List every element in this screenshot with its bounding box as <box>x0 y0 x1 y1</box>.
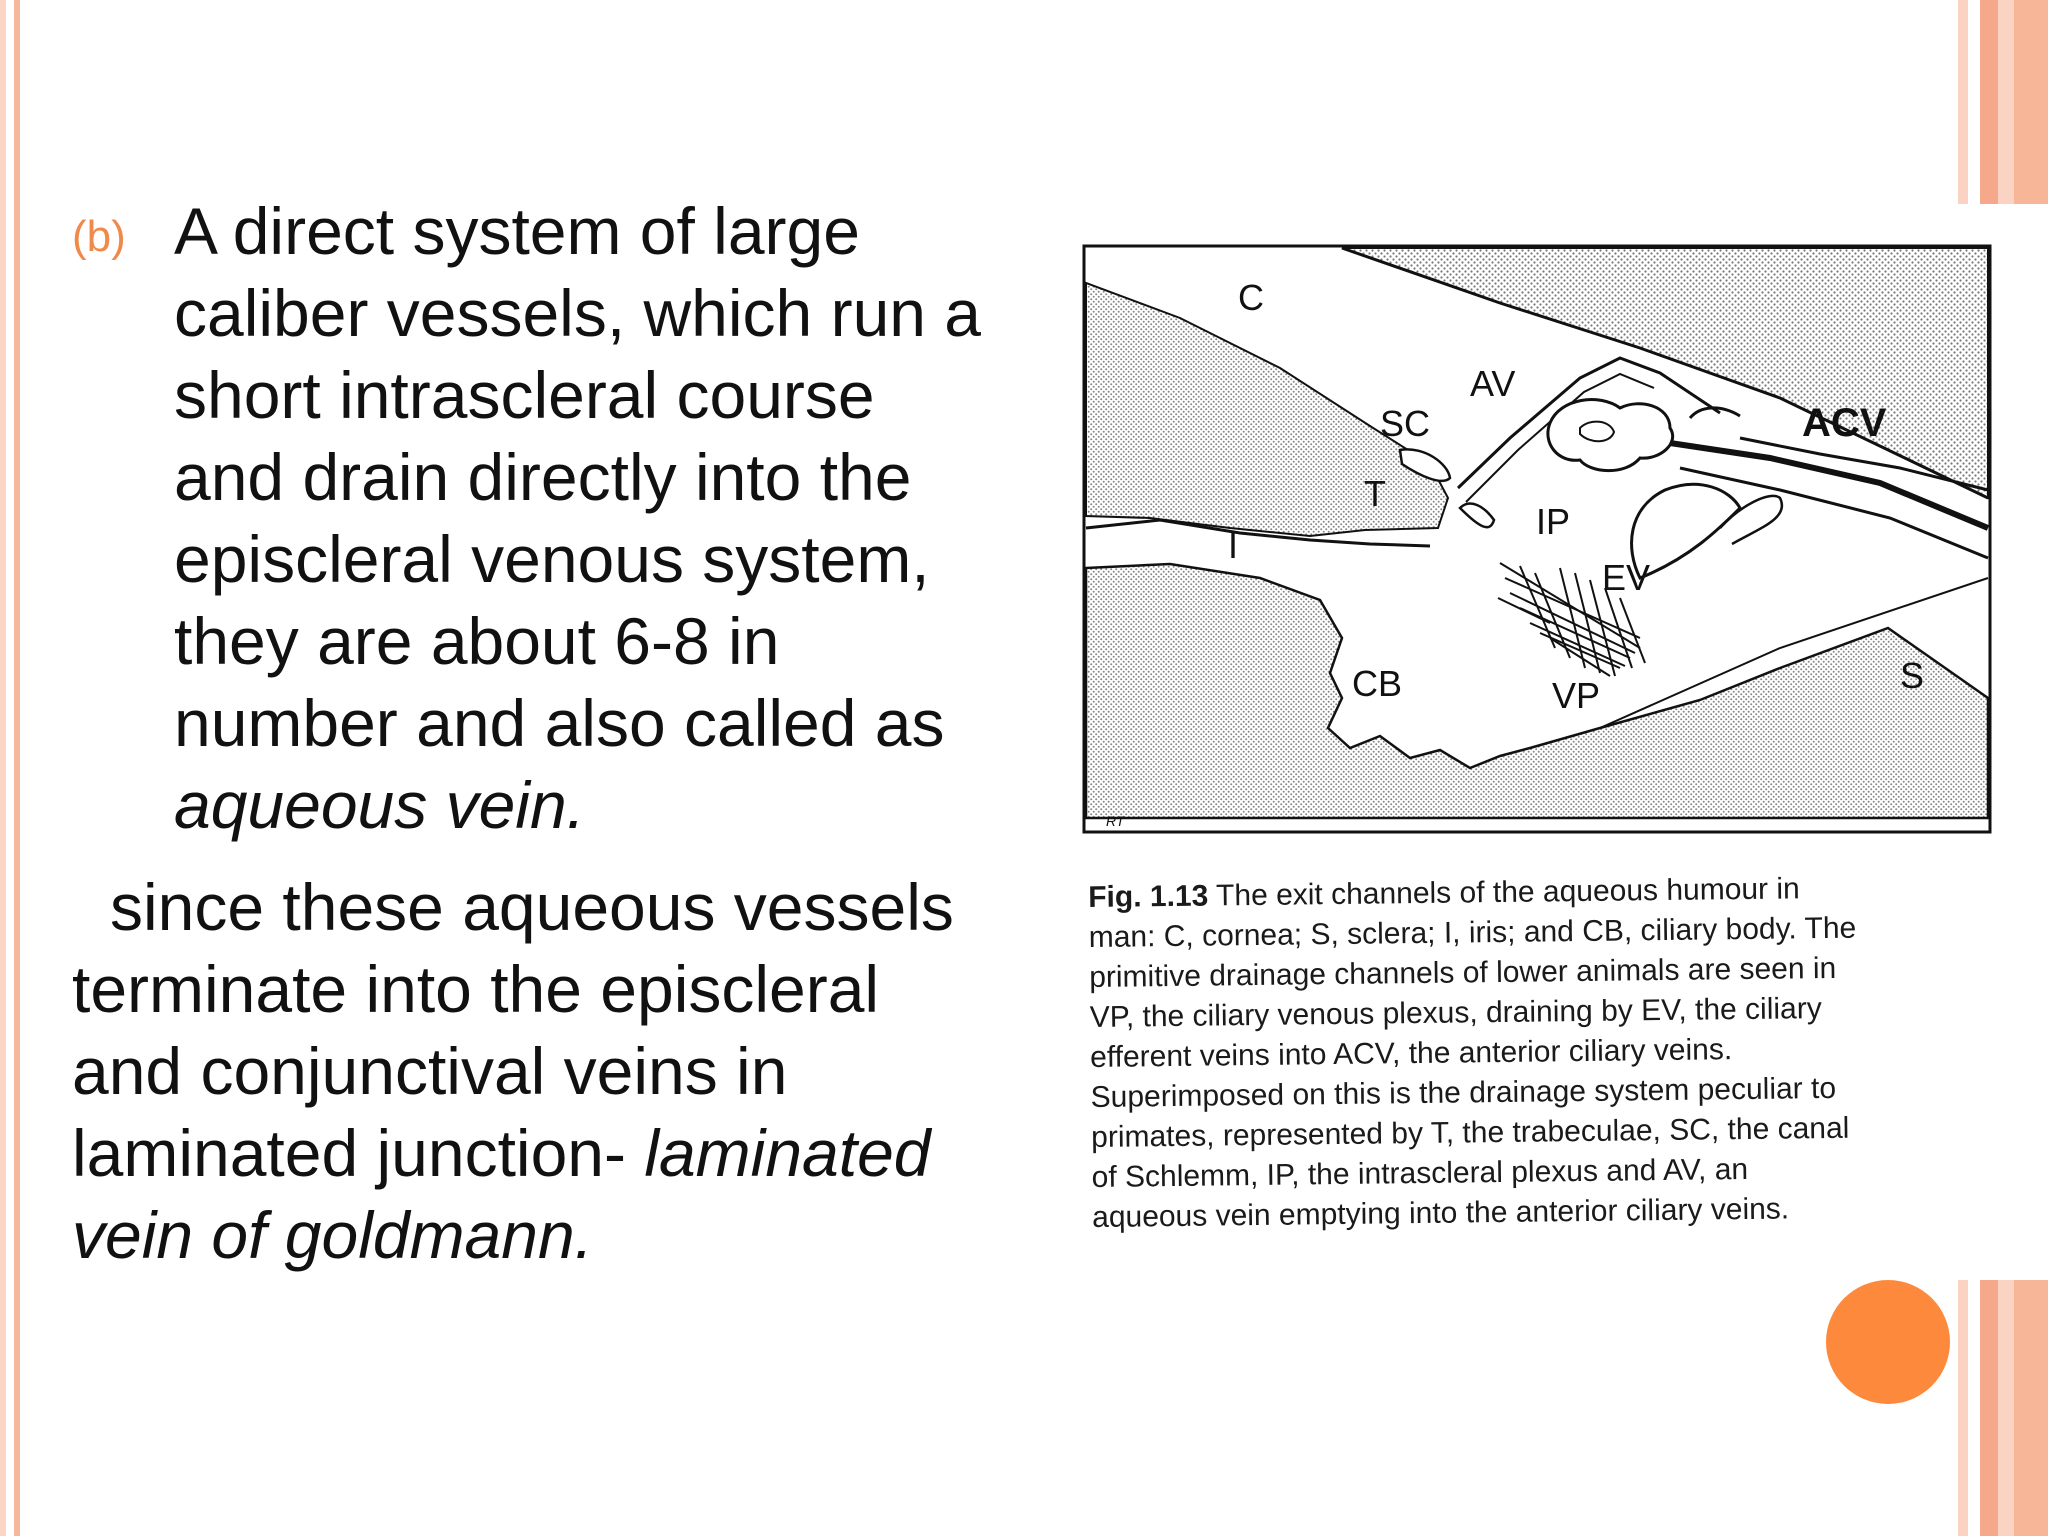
para1-italic-term: aqueous vein. <box>174 768 585 842</box>
para2-line-mixed <box>72 1112 1032 1194</box>
figure-caption <box>1088 867 1992 1238</box>
para2-italic-text: laminated <box>644 1116 931 1190</box>
caption-line: VP, the ciliary venous plexus, draining by EV, the ciliary <box>1089 992 1822 1034</box>
label-CB: CB <box>1352 663 1403 704</box>
label-EV: EV <box>1602 557 1651 598</box>
bullet-marker: (b) <box>72 212 126 261</box>
caption-line: primates, represented by T, the trabeculae, SC, the canal <box>1090 1111 1850 1154</box>
artist-signature: RT <box>1106 813 1125 829</box>
paragraph-direct-system <box>174 190 1034 846</box>
label-IP: IP <box>1536 501 1571 542</box>
para1-line: they are about 6-8 in <box>174 604 780 678</box>
label-VP: VP <box>1552 675 1601 716</box>
caption-line: primitive drainage channels of lower animals are seen in <box>1089 951 1837 994</box>
caption-line: aqueous vein emptying into the anterior ciliary veins. <box>1091 1192 1790 1234</box>
label-I: I <box>1228 525 1239 566</box>
para1-line: episcleral venous system, <box>174 522 930 596</box>
caption-line: man: C, cornea; S, sclera; I, iris; and CB, ciliary body. The <box>1088 911 1857 954</box>
label-SC: SC <box>1380 403 1431 444</box>
caption-line: of Schlemm, IP, the intrascleral plexus and AV, an <box>1091 1152 1749 1194</box>
right-border-stripes-bottom <box>1958 1280 2048 1536</box>
caption-line: efferent veins into ACV, the anterior ciliary veins. <box>1089 1033 1733 1074</box>
right-border-stripes-top <box>1958 0 2048 204</box>
caption-fig-number: Fig. 1.13 <box>1088 879 1209 914</box>
caption-line-text: The exit channels of the aqueous humour in <box>1208 872 1800 913</box>
para1-line: and drain directly into the <box>174 440 912 514</box>
para1-line: A direct system of large <box>174 194 860 268</box>
para1-line: caliber vessels, which run a <box>174 276 982 350</box>
diagram-svg <box>1080 228 1994 834</box>
para2-line: since these aqueous vessels <box>110 870 954 944</box>
figure-aqueous-drainage-diagram <box>1080 228 1994 834</box>
para2-line: and conjunctival veins in <box>72 1034 788 1108</box>
orange-accent-circle <box>1826 1280 1950 1404</box>
para1-line: number and also called as <box>174 686 945 760</box>
label-T: T <box>1364 473 1386 514</box>
label-AV: AV <box>1470 363 1516 404</box>
para2-line: terminate into the episcleral <box>72 952 880 1026</box>
left-border-stripe-outer <box>0 0 6 1536</box>
para2-plain-text: laminated junction- <box>72 1116 645 1190</box>
left-border-stripe-inner <box>14 0 20 1536</box>
para2-italic-term: vein of goldmann. <box>72 1198 594 1272</box>
label-C: C <box>1238 277 1264 318</box>
paragraph-laminated-junction <box>72 866 1032 1276</box>
caption-line: Superimposed on this is the drainage system peculiar to <box>1090 1071 1837 1114</box>
para1-line: short intrascleral course <box>174 358 875 432</box>
label-ACV: ACV <box>1802 401 1887 445</box>
label-S: S <box>1900 655 1925 696</box>
